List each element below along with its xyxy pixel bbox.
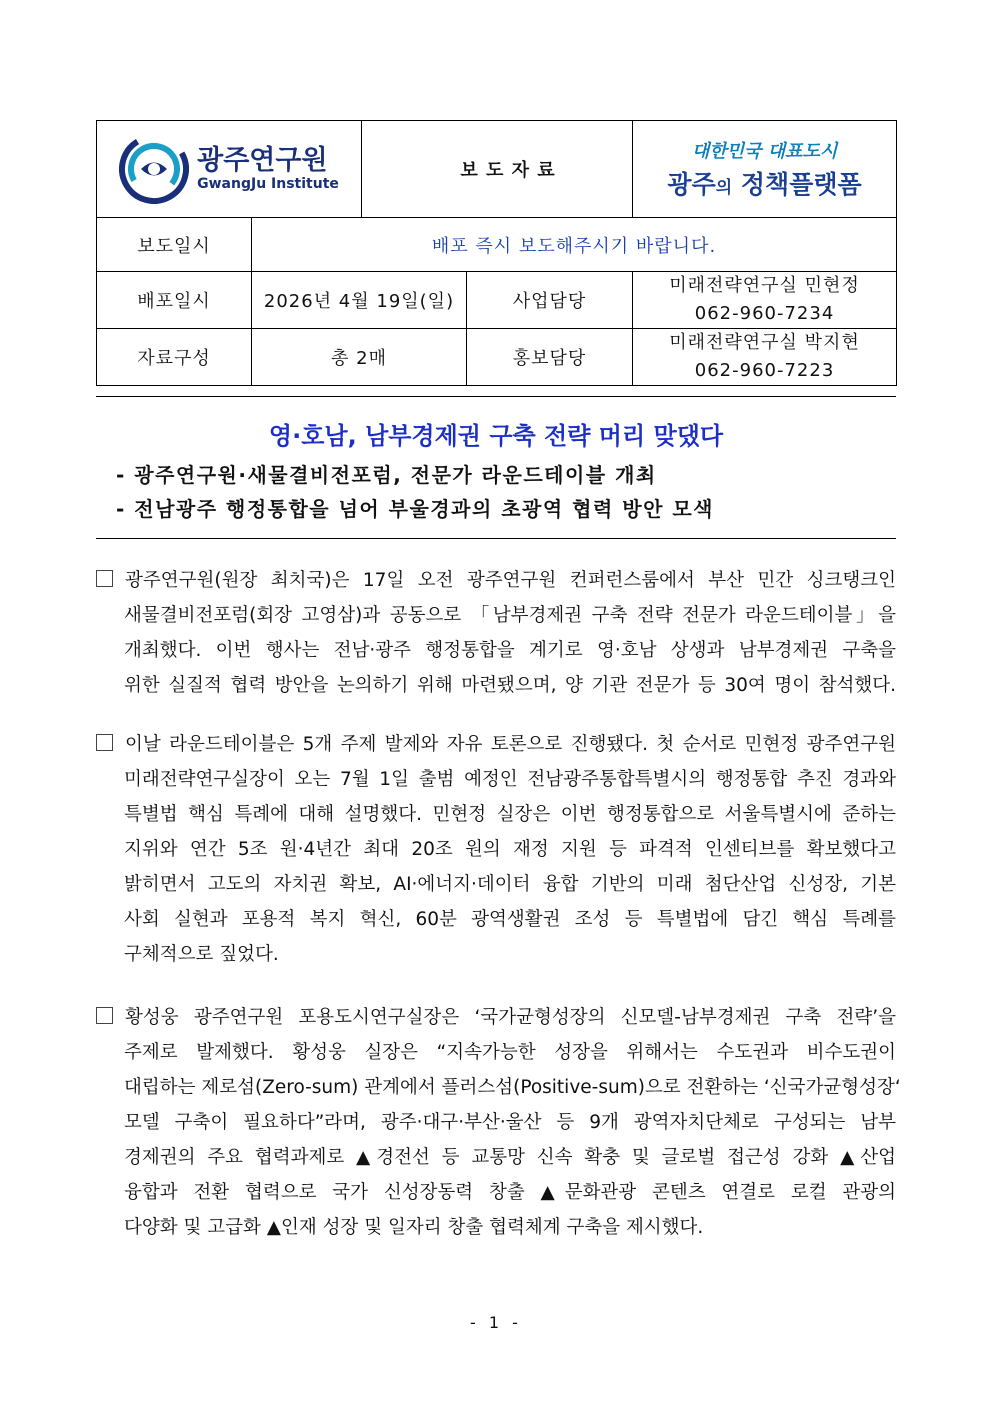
paragraph-line: 위한 실질적 협력 방안을 논의하기 위해 마련됐으며, 양 기관 전문가 등 30여 명이 참석했다. — [124, 675, 896, 696]
business-contact-label: 사업담당 — [467, 272, 633, 329]
paragraph-line: 융합과 전환 협력으로 국가 신성장동력 창출 ▲문화관광 콘텐츠 연결로 로컬 관광의 — [124, 1182, 896, 1203]
paragraph-2 — [96, 727, 896, 972]
institute-logo-icon — [119, 134, 189, 204]
logo-english-name: GwangJu Institute — [197, 176, 339, 193]
subhead-2: - 전남광주 행정통합을 넘어 부울경과의 초광역 협력 방안 모색 — [116, 497, 715, 521]
institute-logo — [97, 134, 361, 204]
distribution-date-value: 2026년 4월 19일(일) — [252, 272, 467, 329]
paragraph-line: 사회 실현과 포용적 복지 혁신, 60분 광역생활권 조성 등 특별법에 담긴 핵심 특례를 — [124, 909, 896, 930]
checkbox-bullet-icon — [96, 1007, 113, 1024]
paragraph-1 — [96, 563, 896, 703]
subhead-1: - 광주연구원·새물결비전포럼, 전문가 라운드테이블 개최 — [116, 463, 657, 487]
business-contact-name: 미래전략연구실 민현정 — [669, 275, 860, 296]
slogan-cell — [633, 121, 897, 218]
paragraph-line: 개최했다. 이번 행사는 전남·광주 행정통합을 계기로 영·호남 상생과 남부경제권 구축을 — [124, 640, 896, 661]
distribution-date-label: 배포일시 — [97, 272, 252, 329]
paragraph-line: 광주연구원(원장 최치국)은 17일 오전 광주연구원 컨퍼런스룸에서 부산 민간 싱크탱크인 — [96, 563, 896, 598]
checkbox-bullet-icon — [96, 570, 113, 587]
page-number: - 1 - — [470, 1313, 522, 1332]
paragraph-line: 황성웅 광주연구원 포용도시연구실장은 ‘국가균형성장의 신모델-남부경제권 구축 전략’을 — [96, 1000, 896, 1035]
logo-korean-name: 광주연구원 — [197, 145, 328, 177]
composition-value: 총 2매 — [252, 328, 467, 385]
headline: 영·호남, 남부경제권 구축 전략 머리 맞댔다 — [268, 422, 724, 450]
checkbox-bullet-icon — [96, 734, 113, 751]
slogan-top: 대한민국 대표도시 — [691, 141, 838, 162]
pr-contact-name: 미래전략연구실 박지현 — [669, 331, 860, 353]
composition-label: 자료구성 — [97, 328, 252, 385]
paragraph-line: 대립하는 제로섬(Zero-sum) 관계에서 플러스섬(Positive-sum)으로 전환하는 ‘신국가균형성장‘ — [124, 1077, 901, 1098]
paragraph-line: 새물결비전포럼(회장 고영삼)과 공동으로 「남부경제권 구축 전략 전문가 라운드테이블」을 — [124, 605, 896, 626]
slogan-rest: 정책플랫폼 — [740, 170, 862, 199]
slogan-city: 광주 — [667, 170, 716, 199]
pr-contact — [633, 328, 897, 385]
paragraph-line: 주제로 발제했다. 황성웅 실장은 “지속가능한 성장을 위해서는 수도권과 비수도권이 — [124, 1042, 896, 1063]
pr-contact-phone: 062-960-7223 — [694, 359, 835, 381]
paragraph-line: 경제권의 주요 협력과제로 ▲경전선 등 교통망 신속 확충 및 글로벌 접근성 강화 ▲산업 — [124, 1147, 896, 1168]
paragraph-line: 모델 구축이 필요하다”라며, 광주·대구·부산·울산 등 9개 광역자치단체로 구성되는 남부 — [124, 1112, 896, 1133]
press-release-title: 보 도 자 료 — [362, 121, 633, 218]
paragraph-line: 이날 라운드테이블은 5개 주제 발제와 자유 토론으로 진행됐다. 첫 순서로 민현정 광주연구원 — [96, 727, 896, 762]
paragraph-line: 지위와 연간 5조 원·4년간 최대 20조 원의 재정 지원 등 파격적 인센티브를 확보했다고 — [124, 839, 896, 860]
slogan-particle: 의 — [715, 178, 733, 198]
release-date-value: 배포 즉시 보도해주시기 바랍니다. — [252, 218, 897, 272]
pr-contact-label: 홍보담당 — [467, 328, 633, 385]
paragraph-line: 특별법 핵심 특례에 대해 설명했다. 민현정 실장은 이번 행정통합으로 서울특별시에 준하는 — [124, 804, 896, 825]
paragraph-3 — [96, 1000, 901, 1245]
top-divider — [96, 396, 896, 397]
release-date-label: 보도일시 — [97, 218, 252, 272]
paragraph-line: 미래전략연구실장이 오는 7월 1일 출범 예정인 전남광주통합특별시의 행정통합 추진 경과와 — [124, 769, 896, 790]
logo-cell — [97, 121, 362, 218]
headline-divider — [96, 538, 896, 539]
paragraph-line: 다양화 및 고급화 ▲인재 성장 및 일자리 창출 협력체계 구축을 제시했다. — [124, 1217, 704, 1238]
business-contact-phone: 062-960-7234 — [694, 302, 835, 324]
press-header-table — [96, 120, 897, 386]
paragraph-line: 구체적으로 짚었다. — [124, 944, 279, 965]
business-contact — [633, 272, 897, 329]
slogan-main — [633, 165, 896, 201]
paragraph-line: 밝히면서 고도의 자치권 확보, AI·에너지·데이터 융합 기반의 미래 첨단산업 신성장, 기본 — [124, 874, 896, 895]
